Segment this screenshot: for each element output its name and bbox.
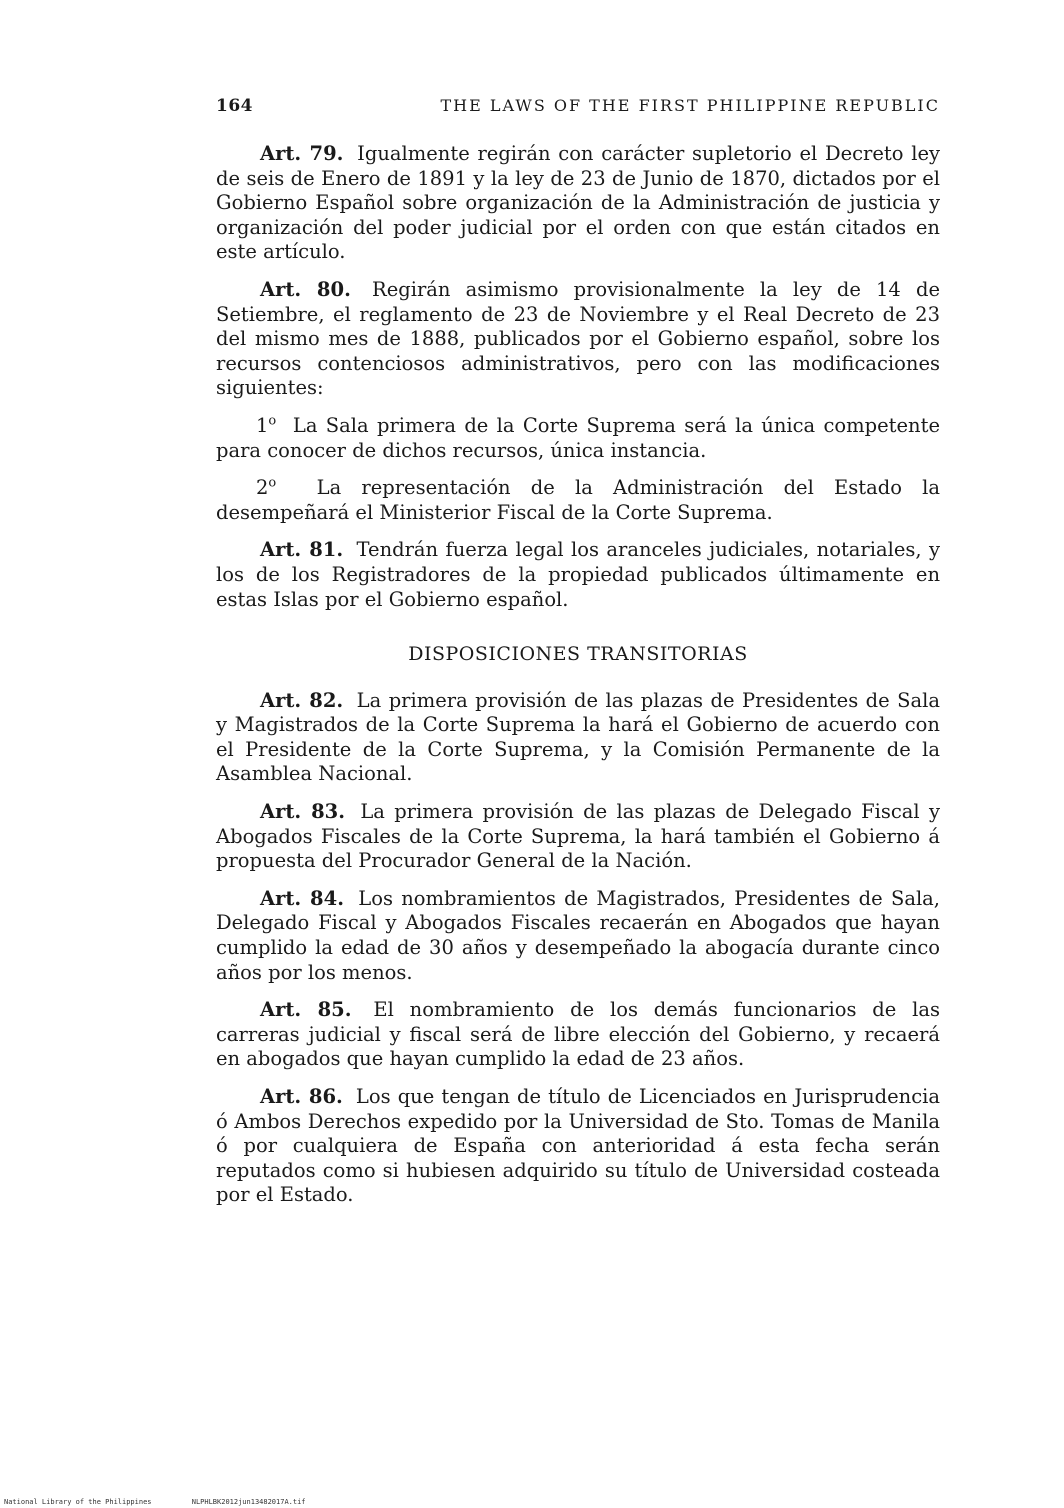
article-label: Art. 82. (260, 688, 344, 712)
article-label: Art. 81. (260, 538, 344, 562)
subitem-ordinal: o (268, 413, 277, 429)
article-label: Art. 83. (260, 800, 346, 824)
article-86 (216, 1085, 940, 1208)
file-id: NLPHLBK2012jun13482017A.tif (191, 1498, 306, 1506)
article-80 (216, 278, 940, 401)
scan-footer (4, 1498, 342, 1506)
page-header (216, 96, 940, 120)
article-label: Art. 79. (260, 142, 344, 165)
article-text: Los que tengan de título de Licenciados en Jurisprudencia ó Ambos Derechos expedido por la Universidad de Sto. Tomas de Manila ó por cualquiera de España con anterioridad á esta fecha serán reputados como si hubiesen adquirido su título de Universidad costeada por el Estado. (216, 1085, 940, 1207)
subitem-1 (216, 414, 940, 463)
article-79 (216, 142, 940, 265)
article-text: El nombramiento de los demás funcionarios de las carreras judicial y fiscal será de libre elección del Gobierno, y recaerá en abogados que hayan cumplido la edad de 23 años. (216, 998, 940, 1071)
subitem-2 (216, 476, 940, 525)
section-heading: DISPOSICIONES TRANSITORIAS (408, 643, 748, 666)
article-label: Art. 86. (260, 1085, 343, 1108)
page-number: 164 (216, 96, 253, 116)
subitem-ordinal: o (268, 475, 277, 491)
library-name: National Library of the Philippines (4, 1498, 152, 1506)
article-label: Art. 85. (260, 998, 352, 1022)
article-text: La primera provisión de las plazas de Presidentes de Sala y Magistrados de la Corte Suprema la hará el Gobierno de acuerdo con el Presidente de la Corte Suprema, y la Comisión Permanente de la Asamblea Nacional. (216, 688, 940, 786)
subitem-number: 2 (256, 476, 269, 500)
article-label: Art. 84. (260, 886, 344, 910)
subitem-text: La Sala primera de la Corte Suprema será la única competente para conocer de dichos recursos, única instancia. (216, 413, 940, 462)
article-83 (216, 800, 940, 874)
article-82 (216, 689, 940, 787)
article-84 (216, 887, 940, 985)
article-text: Tendrán fuerza legal los aranceles judiciales, notariales, y los de los Registradores de la propiedad publicados últimamente en estas Islas por el Gobierno español. (216, 538, 940, 611)
article-text: Los nombramientos de Magistrados, Presidentes de Sala, Delegado Fiscal y Abogados Fiscales recaerán en Abogados que hayan cumplido la edad de 30 años y desempeñado la abogacía durante cinco años por los menos. (216, 886, 941, 984)
article-text: Regirán asimismo provisionalmente la ley de 14 de Setiembre, el reglamento de 23 de Noviembre y el Real Decreto de 23 del mismo mes de 1888, publicados por el Gobierno español, sobre los recursos contenciosos administrativos, pero con las modificaciones siguientes: (216, 277, 941, 400)
article-text: La primera provisión de las plazas de Delegado Fiscal y Abogados Fiscales de la Corte Suprema, la hará también el Gobierno á propuesta del Procurador General de la Nación. (216, 800, 940, 873)
running-head: THE LAWS OF THE FIRST PHILIPPINE REPUBLIC (440, 96, 940, 115)
subitem-number: 1 (256, 413, 269, 437)
body-text (216, 142, 940, 1221)
article-label: Art. 80. (260, 277, 351, 301)
article-85 (216, 998, 940, 1072)
subitem-text: La representación de la Administración del Estado la desempeñará el Ministerior Fiscal de la Corte Suprema. (216, 476, 940, 524)
article-text: Igualmente regirán con carácter supletorio el Decreto ley de seis de Enero de 1891 y la ley de 23 de Junio de 1870, dictados por el Gobierno Español sobre organización de la Administración de justicia y organización del poder judicial por el orden con que están citados en este artículo. (216, 142, 941, 264)
article-81 (216, 538, 940, 612)
